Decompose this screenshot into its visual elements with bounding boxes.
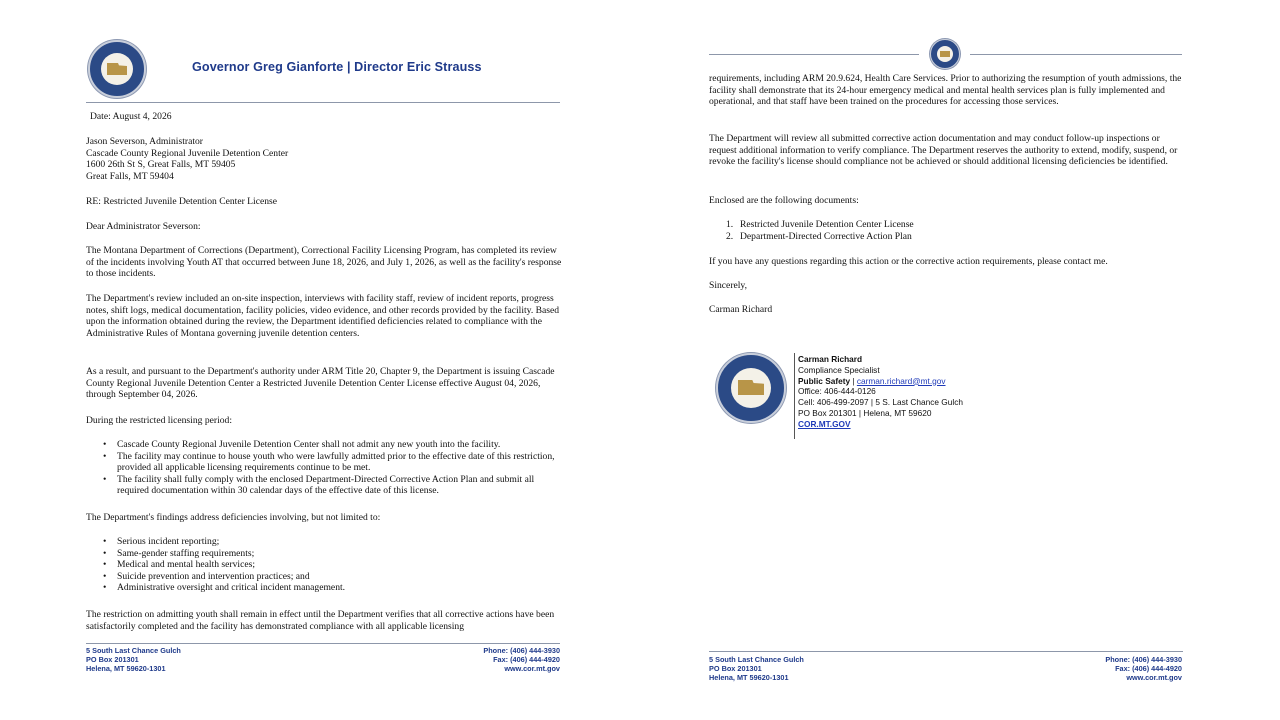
separator: | — [850, 375, 857, 386]
list-item: • The facility shall fully comply with the enclosed Department-Directed Corrective Action Plan and submit all required documentation within 30 calendar days of the effective date of this license. — [86, 474, 562, 497]
body-paragraph: The restriction on admitting youth shall remain in effect until the Department verifies that all corrective actions have been satisfactorily completed and the facility has demonstrated compliance with all applicable licensing — [86, 609, 555, 632]
list-item: • Suicide prevention and intervention practices; and — [86, 571, 562, 583]
recipient-address — [86, 136, 288, 182]
header-divider — [86, 102, 560, 103]
body-paragraph: Enclosed are the following documents: — [709, 195, 859, 206]
letterhead-title: Governor Greg Gianforte | Director Eric Strauss — [192, 60, 482, 74]
signature-seal-logo — [716, 353, 786, 423]
signature-divider — [794, 353, 795, 439]
body-paragraph: During the restricted licensing period: — [86, 415, 232, 426]
website-link[interactable]: COR.MT.GOV — [798, 418, 851, 429]
letter-date: Date: August 4, 2026 — [90, 111, 172, 122]
salutation: Dear Administrator Severson: — [86, 221, 201, 232]
footer-address — [709, 655, 804, 682]
signer-name: Carman Richard — [709, 304, 773, 315]
doc-seal-small — [930, 39, 960, 69]
header-divider-right — [970, 54, 1182, 55]
recipient-line: 1600 26th St S, Great Falls, MT 59405 — [86, 159, 236, 171]
footer-line: Helena, MT 59620-1301 — [86, 664, 166, 673]
list-item: • The facility may continue to house youth who were lawfully admitted prior to the effective date of this restriction, provided all applicable licensing requirements continue to be met. — [86, 451, 562, 474]
signature-cell: Cell: 406-499-2097 | 5 S. Last Chance Gulch — [798, 397, 963, 408]
footer-line: Phone: (406) 444-3930 — [483, 646, 560, 655]
body-paragraph: The Department's review included an on-site inspection, interviews with facility staff, review of incident reports, progress notes, shift logs, medical documentation, facility policies, video evidence, and other records provided by the facility. Based upon the information obtained during the review, the Department identified deficiencies related to compliance with the Administrative Rules of Montana governing juvenile detention centers. — [86, 293, 560, 339]
restrictions-list — [86, 439, 562, 497]
recipient-line: Great Falls, MT 59404 — [86, 170, 174, 182]
footer-contact — [400, 646, 560, 673]
header-divider-left — [709, 54, 919, 55]
footer-address — [86, 646, 181, 673]
footer-line: Fax: (406) 444-4920 — [1115, 664, 1182, 673]
footer-line: PO Box 201301 — [86, 655, 139, 664]
list-item: • Cascade County Regional Juvenile Detention Center shall not admit any new youth into the facility. — [86, 439, 562, 451]
body-paragraph: The Department will review all submitted corrective action documentation and may conduct follow-up inspections or request additional information to verify compliance. The Department reserves the authority to extend, modify, suspend, or revoke the facility's license should compliance not be achieved or should additional licensing deficiencies be identified. — [709, 133, 1178, 168]
signature-dept-line — [798, 376, 963, 387]
footer-line: Phone: (406) 444-3930 — [1105, 655, 1182, 664]
footer-line: Fax: (406) 444-4920 — [493, 655, 560, 664]
footer-line: PO Box 201301 — [709, 664, 762, 673]
signature-po: PO Box 201301 | Helena, MT 59620 — [798, 407, 932, 418]
list-item: • Serious incident reporting; — [86, 536, 562, 548]
list-item: 1. Restricted Juvenile Detention Center License — [726, 219, 914, 230]
recipient-line: Cascade County Regional Juvenile Detention Center — [86, 147, 289, 159]
footer-line: Helena, MT 59620-1301 — [709, 673, 789, 682]
footer-line: 5 South Last Chance Gulch — [709, 655, 804, 664]
list-item: • Same-gender staffing requirements; — [86, 548, 562, 560]
dept-label: Public Safety — [798, 375, 851, 386]
email-signature — [798, 354, 963, 430]
body-paragraph: The Montana Department of Corrections (Department), Correctional Facility Licensing Program, has completed its review of the incidents involving Youth AT that occurred between June 18, 2026, and July 1, 2026, as well as the facility's response to those incidents. — [86, 245, 562, 280]
body-paragraph: The Department's findings address deficiencies involving, but not limited to: — [86, 512, 381, 523]
footer-contact — [1022, 655, 1182, 682]
list-item: 2. Department-Directed Corrective Action Plan — [726, 230, 912, 242]
footer-line: www.cor.mt.gov — [1126, 673, 1182, 682]
closing: Sincerely, — [709, 280, 748, 291]
body-paragraph: requirements, including ARM 20.9.624, Health Care Services. Prior to authorizing the resumption of youth admissions, the facility shall demonstrate that its 24-hour emergency medical and mental health services plan is fully implemented and operational, and that staff have been trained on the procedures for accessing those services. — [709, 73, 1182, 108]
footer-line: www.cor.mt.gov — [504, 664, 560, 673]
enclosures-list — [709, 219, 1185, 242]
signature-title: Compliance Specialist — [798, 364, 880, 375]
list-item: • Administrative oversight and critical incident management. — [86, 582, 562, 594]
email-link[interactable]: carman.richard@mt.gov — [856, 375, 946, 386]
signature-name: Carman Richard — [798, 354, 863, 364]
list-item: • Medical and mental health services; — [86, 559, 562, 571]
footer-line: 5 South Last Chance Gulch — [86, 646, 181, 655]
recipient-line: Jason Severson, Administrator — [86, 136, 203, 147]
subject-line: RE: Restricted Juvenile Detention Center License — [86, 196, 278, 207]
footer-divider — [86, 643, 560, 644]
findings-list — [86, 536, 562, 594]
signature-office: Office: 406-444-0126 — [798, 386, 876, 397]
body-paragraph: As a result, and pursuant to the Department's authority under ARM Title 20, Chapter 9, the Department is issuing Cascade County Regional Juvenile Detention Center a Restricted Juvenile Detention Center License effective August 04, 2026, through September 04, 2026. — [86, 366, 555, 401]
doc-seal-logo — [88, 40, 146, 98]
footer-divider — [709, 651, 1183, 652]
body-paragraph: If you have any questions regarding this action or the corrective action requirements, please contact me. — [709, 256, 1108, 267]
